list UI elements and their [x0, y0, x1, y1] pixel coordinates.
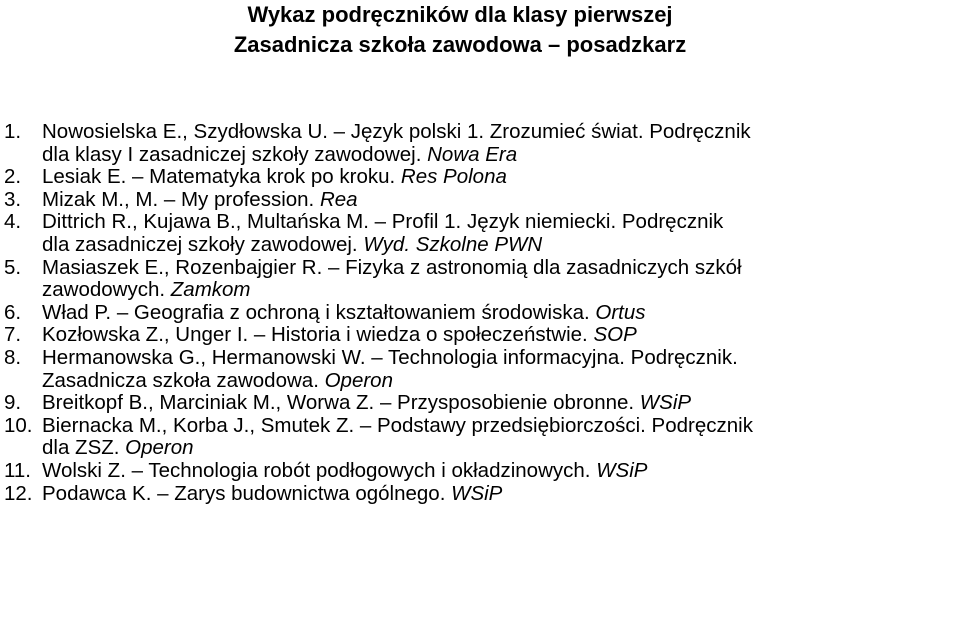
list-item-line: [42, 324, 958, 347]
list-item-text: Hermanowska G., Hermanowski W. – Technologia informacyjna. Podręcznik.: [42, 345, 738, 369]
document-title-line-1: Wykaz podręczników dla klasy pierwszej: [247, 2, 673, 27]
list-item-number: 4.: [4, 210, 22, 234]
textbook-list: [0, 121, 960, 505]
list-item-text: zawodowych.: [42, 278, 171, 302]
list-item-text: Kozłowska Z., Unger I. – Historia i wiedza o społeczeństwie.: [42, 323, 594, 347]
publisher-name: Wyd. Szkolne PWN: [363, 232, 543, 256]
list-item-line: [42, 279, 958, 302]
list-item-line: [42, 189, 958, 212]
list-item-line: [42, 257, 958, 280]
list-item: [0, 324, 960, 347]
publisher-name: WSiP: [596, 458, 648, 482]
list-item-number: 6.: [4, 300, 22, 324]
list-item: [0, 121, 960, 166]
list-item: [0, 347, 960, 392]
list-item-text: Podawca K. – Zarys budownictwa ogólnego.: [42, 481, 452, 505]
list-item-number: 8.: [4, 345, 22, 369]
list-item-text: Dittrich R., Kujawa B., Multańska M. – Profil 1. Język niemiecki. Podręcznik: [42, 210, 724, 234]
list-item-line: [42, 347, 958, 370]
list-item: [0, 392, 960, 415]
list-item: [0, 211, 960, 256]
list-item-line: [42, 437, 958, 460]
list-item-number: 5.: [4, 255, 22, 279]
list-item-line: [42, 144, 958, 167]
list-item-line: [42, 460, 958, 483]
list-item-line: [42, 370, 958, 393]
list-item-text: Biernacka M., Korba J., Smutek Z. – Podstawy przedsiębiorczości. Podręcznik: [42, 413, 753, 437]
publisher-name: WSiP: [639, 391, 692, 415]
list-item: [0, 483, 960, 506]
list-item-line: [42, 121, 958, 144]
publisher-name: Ortus: [595, 300, 646, 324]
list-item-text: Mizak M., M. – My profession.: [42, 187, 320, 211]
document-title-line-2: Zasadnicza szkoła zawodowa – posadzkarz: [233, 32, 687, 57]
publisher-name: Rea: [319, 187, 358, 211]
publisher-name: SOP: [593, 323, 637, 347]
list-item-number: 7.: [4, 323, 22, 347]
list-item-text: Zasadnicza szkoła zawodowa.: [42, 368, 325, 392]
list-item-text: Breitkopf B., Marciniak M., Worwa Z. – Przysposobienie obronne.: [42, 391, 640, 415]
list-item-number: 1.: [4, 120, 22, 143]
publisher-name: WSiP: [451, 481, 503, 505]
list-item-number: 12.: [4, 481, 33, 505]
list-item-text: Masiaszek E., Rozenbajgier R. – Fizyka z astronomią dla zasadniczych szkół: [42, 255, 742, 279]
list-item: [0, 460, 960, 483]
list-item: [0, 166, 960, 189]
list-item-line: [42, 415, 958, 438]
list-item: [0, 257, 960, 302]
list-item-number: 9.: [4, 391, 22, 415]
list-item: [0, 302, 960, 325]
list-item-text: dla klasy I zasadniczej szkoły zawodowej.: [42, 142, 428, 166]
list-item-line: [42, 166, 958, 189]
list-item-line: [42, 211, 958, 234]
list-item: [0, 189, 960, 212]
list-item-text: Nowosielska E., Szydłowska U. – Język polski 1. Zrozumieć świat. Podręcznik: [42, 120, 751, 143]
publisher-name: Zamkom: [170, 278, 251, 302]
list-item: [0, 415, 960, 460]
list-item-line: [42, 302, 958, 325]
list-item-number: 10.: [4, 413, 33, 437]
list-item-number: 11.: [4, 458, 31, 482]
list-item-line: [42, 392, 958, 415]
list-item-line: [42, 234, 958, 257]
publisher-name: Operon: [125, 436, 194, 460]
list-item-text: dla zasadniczej szkoły zawodowej.: [42, 232, 364, 256]
list-item-number: 2.: [4, 165, 22, 189]
list-item-line: [42, 483, 958, 506]
publisher-name: Res Polona: [400, 165, 507, 189]
list-item-text: Wolski Z. – Technologia robót podłogowych i okładzinowych.: [42, 458, 597, 482]
publisher-name: Operon: [324, 368, 393, 392]
publisher-name: Nowa Era: [427, 142, 518, 166]
list-item-text: dla ZSZ.: [42, 436, 126, 460]
list-item-text: Lesiak E. – Matematyka krok po kroku.: [42, 165, 401, 189]
list-item-text: Wład P. – Geografia z ochroną i kształtowaniem środowiska.: [42, 300, 596, 324]
list-item-number: 3.: [4, 187, 22, 211]
